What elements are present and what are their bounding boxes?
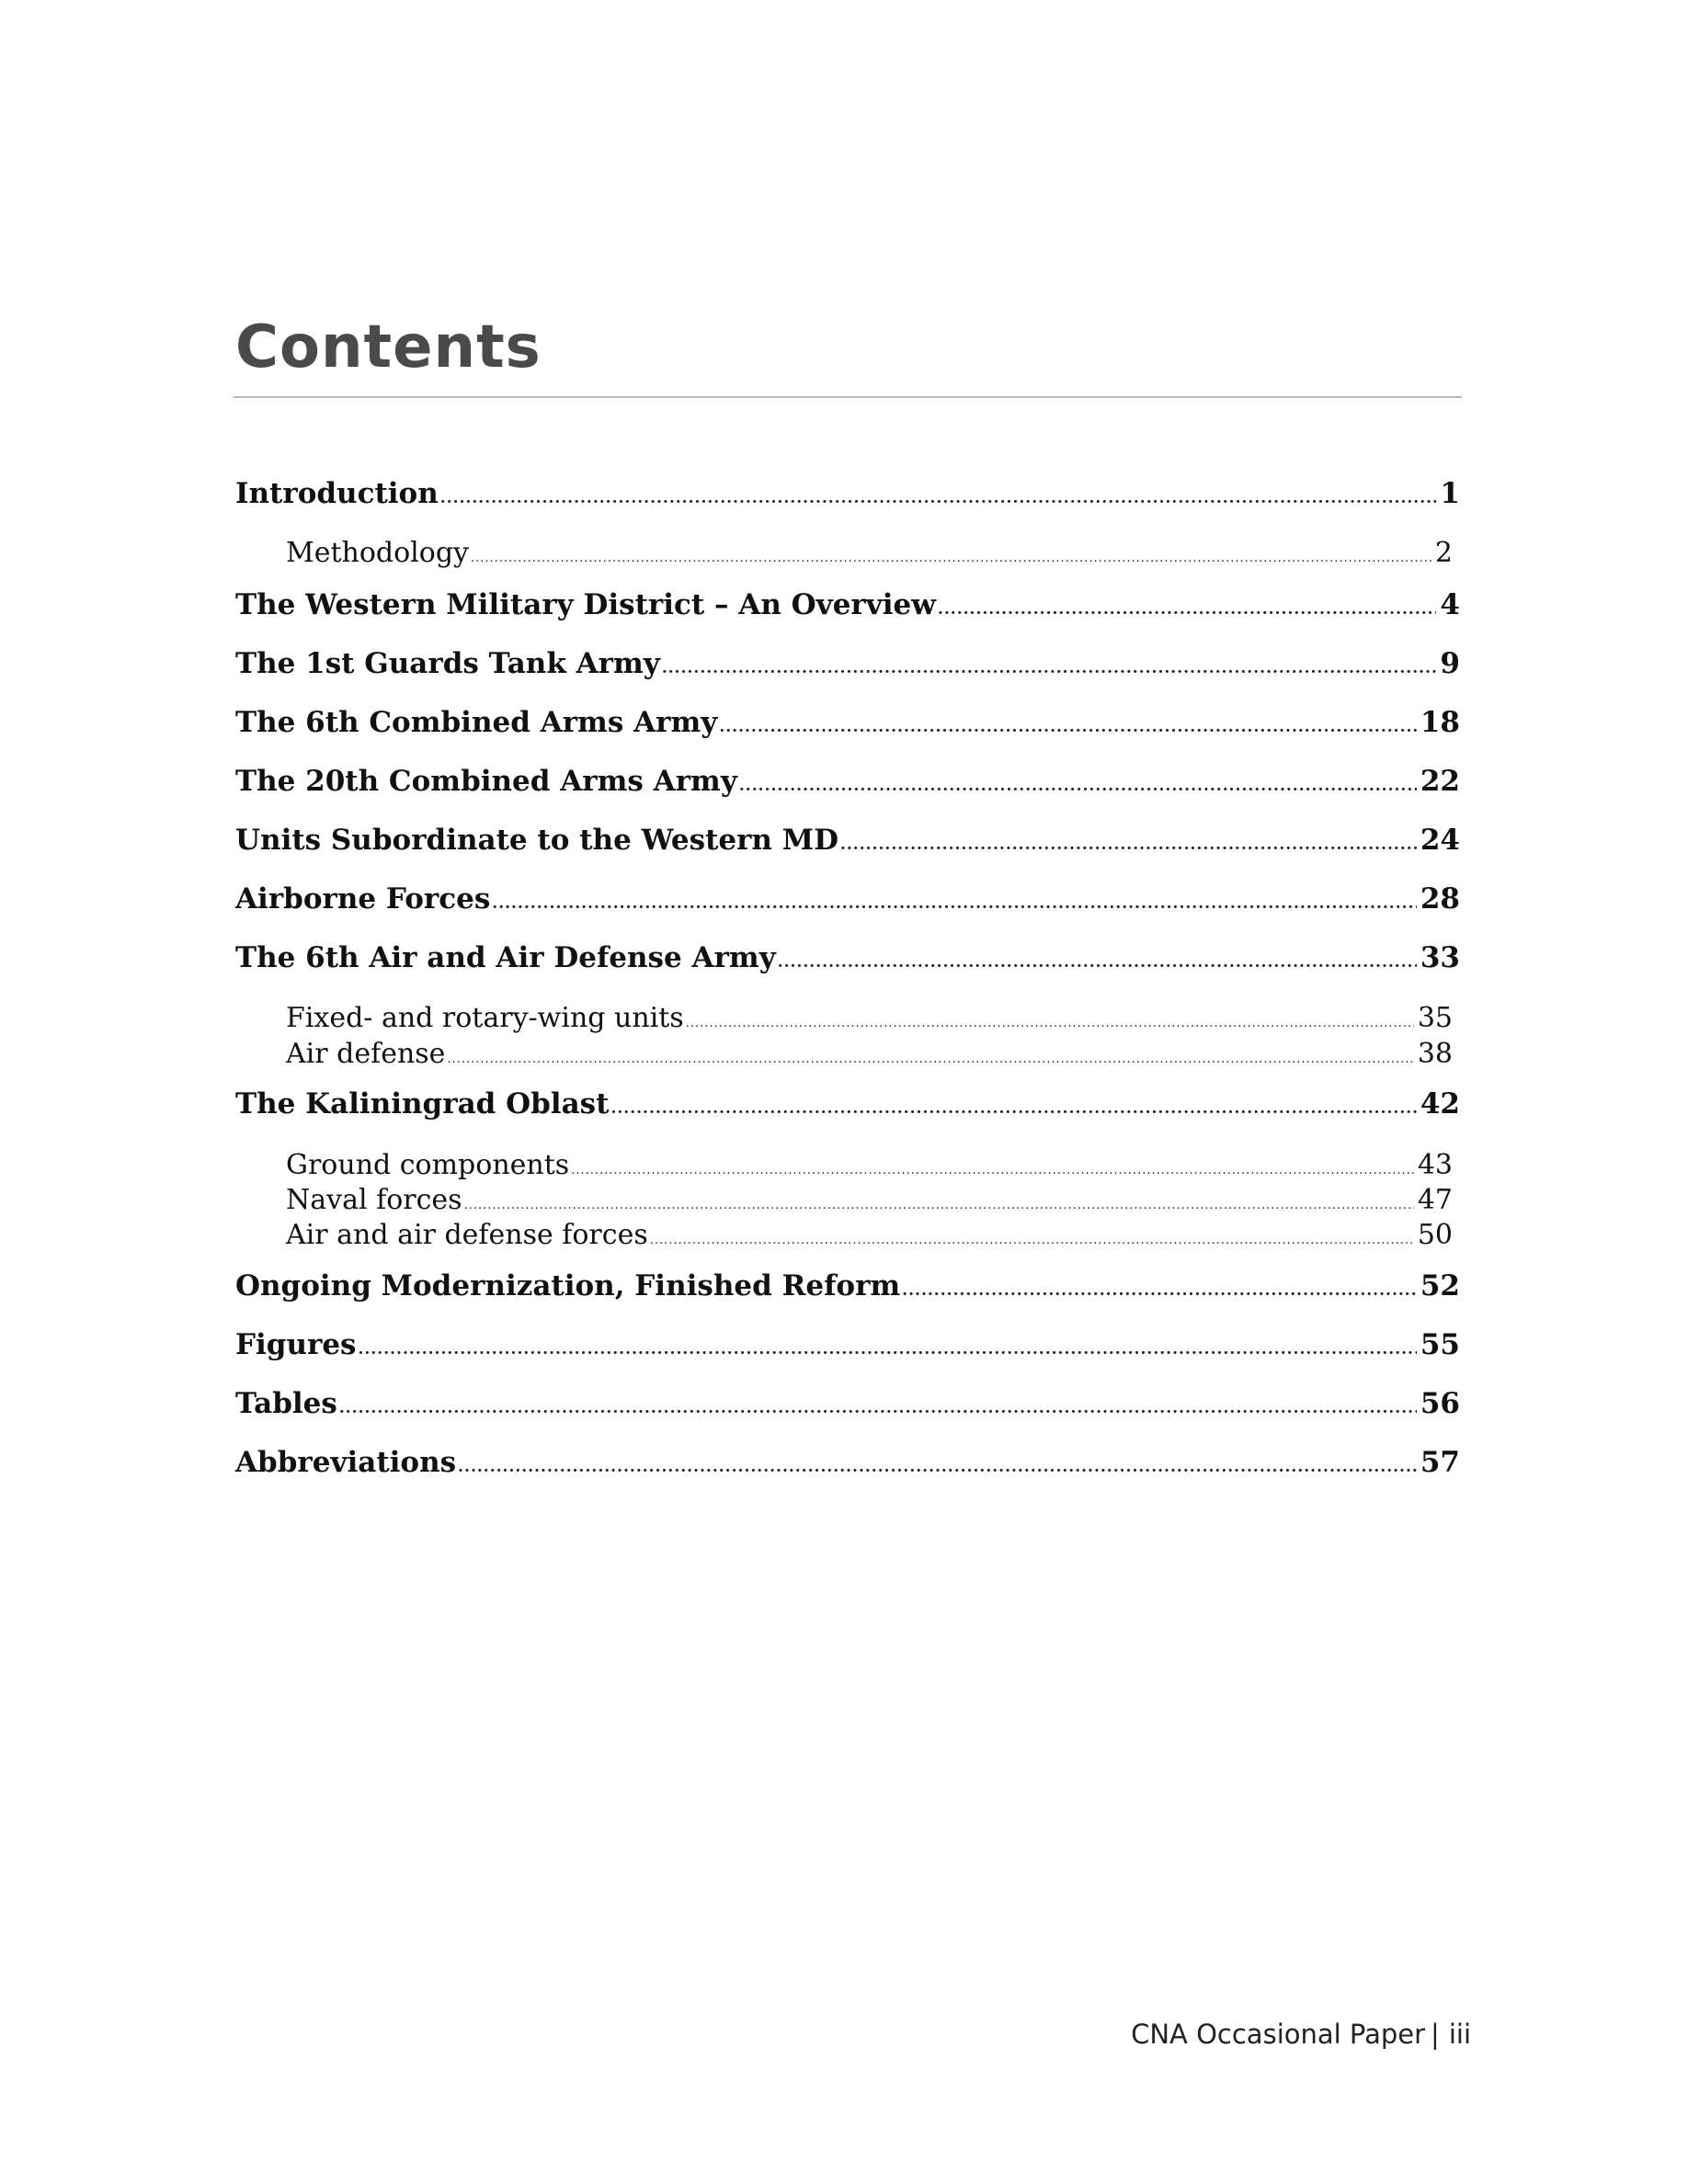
toc-dot-leader — [571, 1164, 1414, 1177]
toc-entry-air-and-air-defense-forces[interactable] — [286, 1219, 1453, 1251]
toc-entry-airborne-forces[interactable] — [235, 882, 1460, 916]
toc-entry-ground-components[interactable] — [286, 1149, 1453, 1181]
toc-entry-naval-forces[interactable] — [286, 1184, 1453, 1216]
toc-entry-label: Ongoing Modernization, Finished Reform — [235, 1269, 901, 1302]
toc-entry-label: Introduction — [235, 477, 439, 510]
footer-separator: | — [1431, 2019, 1440, 2050]
toc-entry-page: 1 — [1440, 477, 1460, 510]
toc-dot-leader — [686, 1017, 1414, 1030]
toc-entry-page: 2 — [1434, 537, 1453, 569]
toc-entry-label: Methodology — [286, 537, 469, 569]
toc-entry-introduction[interactable] — [235, 477, 1460, 510]
toc-entry-page: 43 — [1417, 1149, 1453, 1181]
toc-dot-leader — [440, 489, 1437, 507]
toc-entry-label: The Kaliningrad Oblast — [235, 1087, 610, 1120]
toc-entry-kaliningrad-oblast[interactable] — [235, 1087, 1460, 1120]
toc-dot-leader — [610, 1099, 1416, 1118]
toc-entry-label: Airborne Forces — [235, 882, 491, 916]
toc-entry-page: 42 — [1420, 1087, 1460, 1120]
toc-entry-page: 28 — [1420, 882, 1460, 916]
toc-entry-page: 4 — [1440, 588, 1460, 621]
toc-entry-page: 24 — [1420, 824, 1460, 857]
toc-dot-leader — [339, 1399, 1417, 1417]
toc-entry-abbreviations[interactable] — [235, 1446, 1460, 1479]
toc-entry-page: 52 — [1420, 1269, 1460, 1302]
toc-dot-leader — [492, 894, 1417, 913]
toc-entry-page: 55 — [1420, 1328, 1460, 1361]
toc-dot-leader — [739, 777, 1417, 795]
toc-entry-label: The 6th Air and Air Defense Army — [235, 941, 776, 974]
toc-entry-label: Ground components — [286, 1149, 570, 1181]
toc-dot-leader — [464, 1199, 1414, 1212]
toc-entry-label: The Western Military District – An Overview — [235, 588, 936, 621]
toc-entry-label: Tables — [235, 1387, 337, 1420]
toc-entry-page: 47 — [1417, 1184, 1453, 1216]
toc-entry-label: Air and air defense forces — [286, 1219, 648, 1251]
toc-dot-leader — [662, 659, 1437, 677]
toc-entry-western-military-district[interactable] — [235, 588, 1460, 621]
toc-entry-methodology[interactable] — [286, 537, 1453, 569]
toc-entry-page: 18 — [1420, 706, 1460, 739]
toc-dot-leader — [778, 953, 1417, 972]
toc-dot-leader — [458, 1458, 1417, 1476]
toc-dot-leader — [359, 1340, 1417, 1359]
toc-entry-ongoing-modernization[interactable] — [235, 1269, 1460, 1302]
toc-entry-fixed-and-rotary-wing-units[interactable] — [286, 1002, 1453, 1034]
toc-dot-leader — [650, 1234, 1414, 1247]
toc-entry-label: The 6th Combined Arms Army — [235, 706, 718, 739]
toc-entry-page: 35 — [1417, 1002, 1453, 1034]
toc-entry-page: 50 — [1417, 1219, 1453, 1251]
toc-entry-page: 22 — [1420, 765, 1460, 798]
toc-entry-figures[interactable] — [235, 1328, 1460, 1361]
toc-entry-20th-combined-arms-army[interactable] — [235, 765, 1460, 798]
toc-entry-label: Air defense — [286, 1038, 446, 1070]
toc-entry-label: Fixed- and rotary-wing units — [286, 1002, 684, 1034]
toc-dot-leader — [840, 836, 1417, 854]
toc-entry-label: Abbreviations — [235, 1446, 457, 1479]
toc-entry-units-subordinate[interactable] — [235, 824, 1460, 857]
toc-dot-leader — [471, 552, 1431, 565]
toc-entry-label: The 1st Guards Tank Army — [235, 647, 660, 680]
toc-entry-page: 33 — [1420, 941, 1460, 974]
toc-entry-page: 56 — [1420, 1387, 1460, 1420]
toc-entry-label: Naval forces — [286, 1184, 462, 1216]
page-footer — [919, 2019, 1471, 2050]
footer-publication: CNA Occasional Paper — [1131, 2019, 1426, 2050]
toc-entry-page: 57 — [1420, 1446, 1460, 1479]
toc-dot-leader — [447, 1052, 1413, 1066]
toc-dot-leader — [938, 600, 1436, 619]
toc-dot-leader — [902, 1281, 1417, 1300]
page-title: Contents — [235, 313, 542, 381]
toc-entry-label: The 20th Combined Arms Army — [235, 765, 737, 798]
toc-entry-1st-guards-tank-army[interactable] — [235, 647, 1460, 680]
toc-entry-label: Units Subordinate to the Western MD — [235, 824, 838, 857]
toc-entry-6th-combined-arms-army[interactable] — [235, 706, 1460, 739]
toc-dot-leader — [719, 718, 1417, 736]
toc-entry-6th-air-and-air-defense-army[interactable] — [235, 941, 1460, 974]
toc-entry-label: Figures — [235, 1328, 357, 1361]
footer-page-number: iii — [1448, 2019, 1471, 2050]
toc-entry-air-defense[interactable] — [286, 1038, 1453, 1070]
title-divider — [234, 396, 1462, 398]
toc-entry-page: 38 — [1417, 1038, 1453, 1070]
toc-entry-page: 9 — [1440, 647, 1460, 680]
toc-entry-tables[interactable] — [235, 1387, 1460, 1420]
